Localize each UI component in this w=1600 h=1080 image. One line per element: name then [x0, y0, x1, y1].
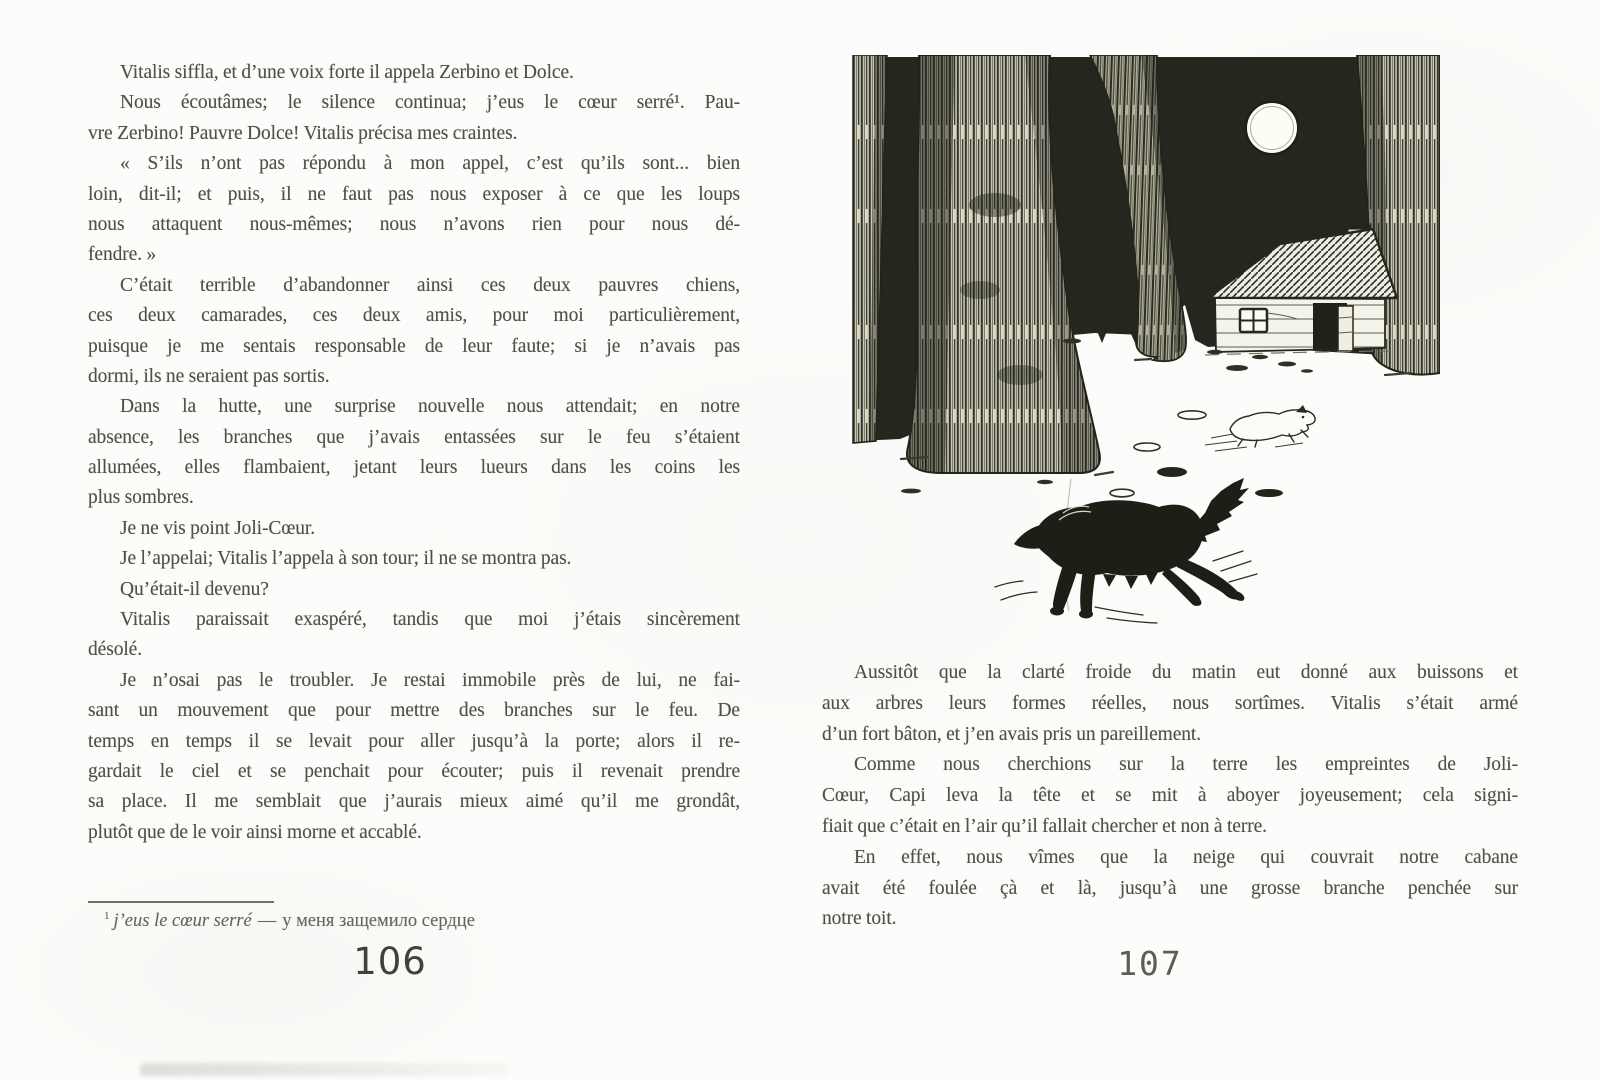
page-number-right: 107 — [1117, 944, 1183, 983]
footnote — [104, 910, 624, 932]
text-line: fiait que c’était en l’air qu’il fallait chercher et non à terre. — [822, 815, 1267, 837]
paragraph — [88, 271, 740, 393]
text-line: sant un mouvement que pour mettre des branches sur le feu. De — [88, 700, 740, 722]
footnote-rule — [88, 901, 274, 903]
left-page-text — [88, 58, 740, 848]
text-line: Je n’osai pas le troubler. Je restai immobile près de lui, ne fai- — [120, 669, 740, 691]
text-line: plutôt que de le voir ainsi morne et accablé. — [88, 821, 422, 843]
text-line: fendre. » — [88, 244, 157, 266]
paragraph — [88, 58, 740, 88]
text-line: désolé. — [88, 639, 142, 661]
text-line: Je l’appelai; Vitalis l’appela à son tour; il ne se montra pas. — [120, 548, 572, 570]
paragraph — [822, 750, 1518, 842]
white-dog — [1205, 405, 1315, 451]
right-page-text — [822, 658, 1518, 935]
text-line: Aussitôt que la clarté froide du matin eut donné aux buissons et — [854, 662, 1518, 683]
paragraph — [88, 605, 740, 666]
text-line: vre Zerbino! Pauvre Dolce! Vitalis précisa mes craintes. — [88, 122, 518, 144]
text-line: Vitalis siffla, et d’une voix forte il appela Zerbino et Dolce. — [120, 62, 574, 83]
cabin-door — [1338, 306, 1353, 351]
text-line: Je ne vis point Joli-Cœur. — [120, 517, 315, 539]
illustration — [845, 55, 1440, 645]
text-line: En effet, nous vîmes que la neige qui couvrait notre cabane — [854, 846, 1518, 868]
footnote-translation: у меня защемило сердце — [282, 911, 475, 932]
text-line: Qu’était-il devenu? — [120, 578, 269, 600]
text-line: dormi, ils ne seraient pas sortis. — [88, 365, 330, 387]
text-line: avait été foulée çà et là, jusqu’à une grosse branche penchée sur — [822, 877, 1518, 899]
text-line: loin, dit-il; et puis, il ne faut pas nous exposer à ce que les loups — [88, 183, 740, 205]
footnote-marker: 1 — [104, 910, 110, 922]
text-line: absence, les branches que j’avais entassées sur le feu s’étaient — [88, 426, 740, 448]
page-number-left: 106 — [353, 940, 427, 983]
text-line: Cœur, Capi leva la tête et se mit à aboyer joyeusement; cela signi- — [822, 785, 1518, 807]
text-line: notre toit. — [822, 908, 897, 930]
text-line: d’un fort bâton, et j’en avais pris un pareillement. — [822, 723, 1202, 745]
paragraph — [822, 658, 1518, 750]
paragraph — [88, 514, 740, 544]
footnote-separator: — — [257, 911, 277, 932]
text-line: puisque je me sentais responsable de leur faute; si je n’avais pas — [88, 335, 740, 357]
text-line: temps en temps il se levait pour aller jusqu’à la porte; alors il re- — [88, 730, 740, 752]
text-line: aux arbres leurs formes réelles, nous sortîmes. Vitalis s’était armé — [822, 692, 1518, 714]
paragraph — [88, 392, 740, 514]
moon — [1246, 102, 1298, 154]
text-line: Dans la hutte, une surprise nouvelle nous attendait; en notre — [120, 396, 740, 418]
paragraph — [88, 88, 740, 149]
text-line: Nous écoutâmes; le silence continua; j’eus le cœur serré¹. Pau- — [120, 92, 740, 114]
text-line: sa place. Il me semblait que j’aurais mieux aimé qu’il me grondât, — [88, 791, 740, 813]
text-line: plus sombres. — [88, 487, 194, 509]
paragraph — [88, 544, 740, 574]
text-line: gardait le ciel et se penchait pour écouter; puis il revenait prendre — [88, 760, 740, 782]
text-line: ces deux camarades, ces deux amis, pour moi particulièrement, — [88, 305, 740, 327]
paragraph — [88, 666, 740, 848]
text-line: Comme nous cherchions sur la terre les empreintes de Joli- — [854, 754, 1518, 776]
text-line: nous attaquent nous-mêmes; nous n’avons rien pour nous dé- — [88, 213, 740, 235]
paragraph — [822, 843, 1518, 935]
text-line: Vitalis paraissait exaspéré, tandis que moi j’étais sincèrement — [120, 609, 740, 631]
text-line: C’était terrible d’abandonner ainsi ces deux pauvres chiens, — [120, 274, 740, 296]
paragraph — [88, 149, 740, 271]
scan-artifact — [140, 1063, 510, 1076]
text-line: « S’ils n’ont pas répondu à mon appel, c’est qu’ils sont... bien — [120, 153, 740, 175]
paragraph — [88, 575, 740, 605]
footnote-phrase: j’eus le cœur serré — [113, 911, 252, 932]
text-line: allumées, elles flambaient, jetant leurs lueurs dans les coins les — [88, 457, 740, 479]
black-dog — [1014, 478, 1249, 619]
